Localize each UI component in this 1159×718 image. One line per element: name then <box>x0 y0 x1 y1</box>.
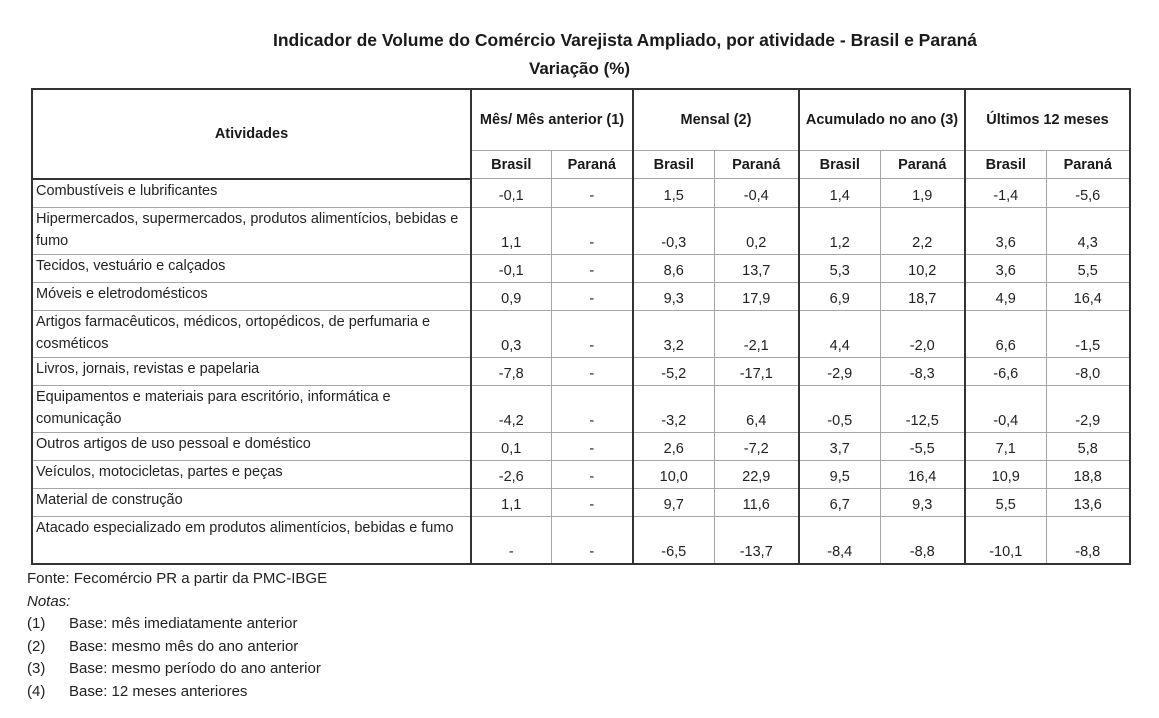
value-cell-parana: 0,2 <box>714 207 799 254</box>
sub-header-brasil: Brasil <box>471 151 551 179</box>
value-cell-brasil: 3,7 <box>799 432 880 460</box>
value-cell-brasil: -8,4 <box>799 516 880 564</box>
value-cell-parana: - <box>551 516 633 564</box>
table-body <box>32 179 1130 564</box>
source-note: Fonte: Fecomércio PR a partir da PMC-IBGE <box>27 570 328 587</box>
table-row <box>32 179 1130 208</box>
value-cell-parana: 6,4 <box>714 385 799 432</box>
activity-cell: Hipermercados, supermercados, produtos alimentícios, bebidas e fumo <box>32 207 471 254</box>
value-cell-parana: - <box>551 488 633 516</box>
notes-label: Notas: <box>27 592 71 610</box>
value-cell-brasil: 6,6 <box>965 310 1046 357</box>
note-item <box>27 681 327 704</box>
value-cell-brasil: 9,5 <box>799 460 880 488</box>
value-cell-parana: -8,0 <box>1046 357 1130 385</box>
table-row <box>32 385 1130 432</box>
activity-cell: Atacado especializado em produtos alimentícios, bebidas e fumo <box>32 516 471 564</box>
footer-notes <box>27 568 327 703</box>
value-cell-parana: 18,7 <box>880 282 965 310</box>
value-cell-parana: 4,3 <box>1046 207 1130 254</box>
value-cell-brasil: 1,1 <box>471 207 551 254</box>
value-cell-brasil: 4,9 <box>965 282 1046 310</box>
sub-header-parana: Paraná <box>1046 151 1130 179</box>
value-cell-parana: -2,0 <box>880 310 965 357</box>
value-cell-brasil: 1,4 <box>799 179 880 208</box>
value-cell-parana: -13,7 <box>714 516 799 564</box>
value-cell-brasil: -6,5 <box>633 516 714 564</box>
value-cell-brasil: -3,2 <box>633 385 714 432</box>
value-cell-brasil: -2,6 <box>471 460 551 488</box>
value-cell-parana: 17,9 <box>714 282 799 310</box>
value-cell-brasil: 10,9 <box>965 460 1046 488</box>
value-cell-brasil: 10,0 <box>633 460 714 488</box>
value-cell-parana: 13,6 <box>1046 488 1130 516</box>
table-row <box>32 357 1130 385</box>
page-title: Indicador de Volume do Comércio Varejista Ampliado, por atividade - Brasil e Paraná <box>272 30 978 50</box>
value-cell-brasil: -0,1 <box>471 179 551 208</box>
activity-cell: Móveis e eletrodomésticos <box>32 282 471 310</box>
note-text: Base: 12 meses anteriores <box>69 682 248 700</box>
activity-cell: Artigos farmacêuticos, médicos, ortopédicos, de perfumaria e cosméticos <box>32 310 471 357</box>
value-cell-parana: -8,8 <box>1046 516 1130 564</box>
value-cell-parana: -1,5 <box>1046 310 1130 357</box>
activity-cell: Livros, jornais, revistas e papelaria <box>32 357 471 385</box>
value-cell-brasil: 0,1 <box>471 432 551 460</box>
page-subtitle: Variação (%) <box>528 59 631 78</box>
sub-header-parana: Paraná <box>714 151 799 179</box>
value-cell-brasil: 5,3 <box>799 254 880 282</box>
value-cell-brasil: 6,7 <box>799 488 880 516</box>
group-header-monthly: Mensal (2) <box>633 89 799 151</box>
value-cell-brasil: 9,3 <box>633 282 714 310</box>
value-cell-parana: - <box>551 432 633 460</box>
value-cell-brasil: 0,9 <box>471 282 551 310</box>
value-cell-brasil: -6,6 <box>965 357 1046 385</box>
note-number: (2) <box>27 637 46 655</box>
value-cell-brasil: 5,5 <box>965 488 1046 516</box>
activity-cell: Material de construção <box>32 488 471 516</box>
value-cell-parana: 22,9 <box>714 460 799 488</box>
table-row <box>32 460 1130 488</box>
activity-cell: Equipamentos e materiais para escritório, informática e comunicação <box>32 385 471 432</box>
value-cell-parana: -17,1 <box>714 357 799 385</box>
table-row <box>32 432 1130 460</box>
value-cell-parana: - <box>551 460 633 488</box>
value-cell-parana: 16,4 <box>1046 282 1130 310</box>
value-cell-brasil: 9,7 <box>633 488 714 516</box>
value-cell-brasil: 1,2 <box>799 207 880 254</box>
value-cell-parana: - <box>551 179 633 208</box>
value-cell-brasil: -2,9 <box>799 357 880 385</box>
value-cell-brasil: 6,9 <box>799 282 880 310</box>
value-cell-brasil: -1,4 <box>965 179 1046 208</box>
value-cell-parana: 5,8 <box>1046 432 1130 460</box>
value-cell-brasil: -0,4 <box>965 385 1046 432</box>
value-cell-parana: - <box>551 254 633 282</box>
value-cell-parana: -2,9 <box>1046 385 1130 432</box>
value-cell-parana: -2,1 <box>714 310 799 357</box>
value-cell-brasil: 1,5 <box>633 179 714 208</box>
note-text: Base: mesmo mês do ano anterior <box>69 637 299 655</box>
value-cell-parana: -5,6 <box>1046 179 1130 208</box>
note-number: (1) <box>27 615 46 632</box>
group-header-month-prev: Mês/ Mês anterior (1) <box>471 89 633 151</box>
value-cell-brasil: -7,8 <box>471 357 551 385</box>
value-cell-brasil: 0,3 <box>471 310 551 357</box>
table-row <box>32 254 1130 282</box>
activity-header: Atividades <box>32 89 471 179</box>
table-row <box>32 207 1130 254</box>
activity-cell: Veículos, motocicletas, partes e peças <box>32 460 471 488</box>
activity-cell: Combustíveis e lubrificantes <box>32 179 471 208</box>
value-cell-parana: - <box>551 282 633 310</box>
value-cell-brasil: -0,3 <box>633 207 714 254</box>
note-item <box>27 658 327 681</box>
value-cell-parana: -5,5 <box>880 432 965 460</box>
value-cell-brasil: -0,1 <box>471 254 551 282</box>
value-cell-parana: 10,2 <box>880 254 965 282</box>
sub-header-brasil: Brasil <box>965 151 1046 179</box>
value-cell-parana: - <box>551 385 633 432</box>
value-cell-parana: -12,5 <box>880 385 965 432</box>
sub-header-brasil: Brasil <box>799 151 880 179</box>
table-row <box>32 310 1130 357</box>
sub-header-parana: Paraná <box>551 151 633 179</box>
value-cell-parana: - <box>551 357 633 385</box>
value-cell-parana: 13,7 <box>714 254 799 282</box>
note-number: (3) <box>27 660 46 677</box>
value-cell-brasil: -0,5 <box>799 385 880 432</box>
value-cell-parana: 18,8 <box>1046 460 1130 488</box>
note-number: (4) <box>27 682 46 700</box>
value-cell-parana: -0,4 <box>714 179 799 208</box>
value-cell-parana: 1,9 <box>880 179 965 208</box>
value-cell-parana: 16,4 <box>880 460 965 488</box>
value-cell-parana: - <box>551 310 633 357</box>
group-header-year-to-date: Acumulado no ano (3) <box>799 89 965 151</box>
activity-cell: Outros artigos de uso pessoal e doméstico <box>32 432 471 460</box>
value-cell-parana: -7,2 <box>714 432 799 460</box>
value-cell-brasil: - <box>471 516 551 564</box>
value-cell-brasil: -4,2 <box>471 385 551 432</box>
value-cell-brasil: -10,1 <box>965 516 1046 564</box>
table-row <box>32 488 1130 516</box>
sub-header-parana: Paraná <box>880 151 965 179</box>
retail-volume-table <box>31 88 1131 565</box>
value-cell-brasil: 3,2 <box>633 310 714 357</box>
activity-cell: Tecidos, vestuário e calçados <box>32 254 471 282</box>
value-cell-brasil: 2,6 <box>633 432 714 460</box>
value-cell-parana: 2,2 <box>880 207 965 254</box>
value-cell-brasil: -5,2 <box>633 357 714 385</box>
note-item <box>27 636 327 659</box>
note-text: Base: mesmo período do ano anterior <box>69 660 321 677</box>
note-item <box>27 613 327 636</box>
value-cell-parana: -8,3 <box>880 357 965 385</box>
group-header-last-12-months: Últimos 12 meses <box>965 89 1130 151</box>
value-cell-brasil: 7,1 <box>965 432 1046 460</box>
note-text: Base: mês imediatamente anterior <box>69 615 298 632</box>
sub-header-brasil: Brasil <box>633 151 714 179</box>
value-cell-brasil: 3,6 <box>965 254 1046 282</box>
value-cell-parana: 9,3 <box>880 488 965 516</box>
value-cell-brasil: 4,4 <box>799 310 880 357</box>
value-cell-parana: -8,8 <box>880 516 965 564</box>
table-row <box>32 282 1130 310</box>
value-cell-brasil: 8,6 <box>633 254 714 282</box>
value-cell-brasil: 1,1 <box>471 488 551 516</box>
value-cell-parana: - <box>551 207 633 254</box>
table-row <box>32 516 1130 564</box>
value-cell-parana: 5,5 <box>1046 254 1130 282</box>
value-cell-parana: 11,6 <box>714 488 799 516</box>
value-cell-brasil: 3,6 <box>965 207 1046 254</box>
